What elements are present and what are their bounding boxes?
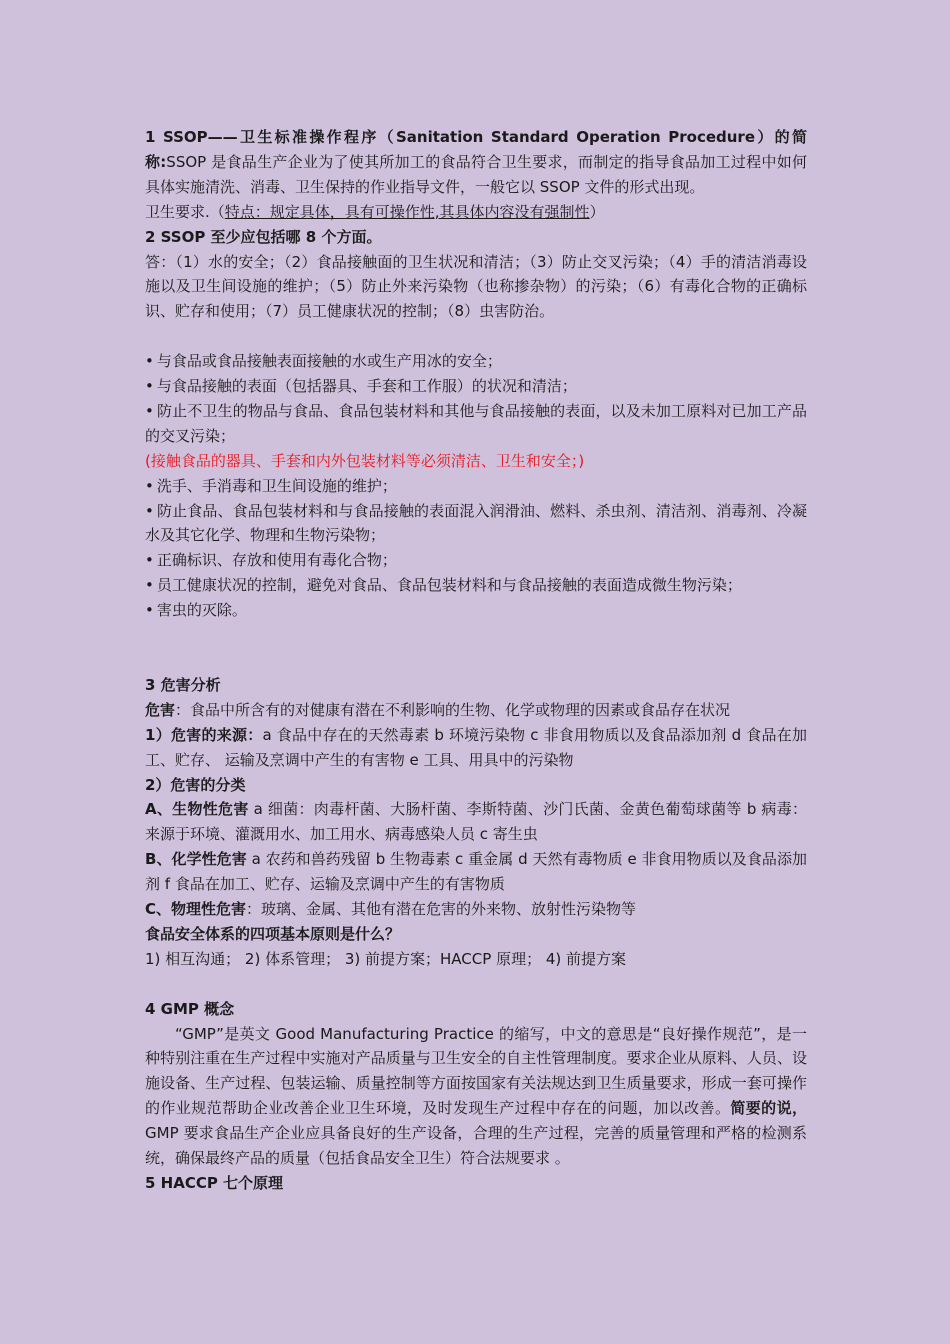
section2-heading: 2 SSOP 至少应包括哪 8 个方面。 <box>145 227 382 246</box>
spacer <box>145 324 807 349</box>
physical-hazard: C、物理性危害：玻璃、金属、其他有潜在危害的外来物、放射性污染物等 <box>145 900 637 919</box>
ssop-heading: 1 SSOP——卫生标准操作程序（Sanitation Standard Operation Procedure）的简称: <box>145 128 807 171</box>
hazard-sources: 1）危害的来源：a 食品中存在的天然毒素 b 环境污染物 c 非食用物质以及食品添加剂 d 食品在加工、贮存、 运输及烹调中产生的有害物 e 工具、用具中的污染物 <box>145 725 807 769</box>
principles-answer: 1) 相互沟通； 2) 体系管理； 3) 前提方案；HACCP 原理； 4) 前提方案 <box>145 949 626 968</box>
bullet-item: • 员工健康状况的控制，避免对食品、食品包装材料和与食品接触的表面造成微生物污染； <box>145 573 807 598</box>
ssop-feature-underlined: 特点：规定具体，具有可操作性,其具体内容没有强制性 <box>224 202 590 221</box>
bullet-item: • 正确标识、存放和使用有毒化合物； <box>145 548 807 573</box>
red-note: (接触食品的器具、手套和内外包装材料等必须清洁、卫生和安全；) <box>145 451 585 470</box>
chemical-hazard: B、化学性危害 a 农药和兽药残留 b 生物毒素 c 重金属 d 天然有毒物质 e 非食用物质以及食品添加剂 f 食品在加工、贮存、运输及烹调中产生的有害物质 <box>145 850 807 894</box>
principles-question: 食品安全体系的四项基本原则是什么？ <box>145 924 401 943</box>
ssop-feature-line: 卫生要求.（特点：规定具体，具有可操作性,其具体内容没有强制性） <box>145 202 605 221</box>
bullet-item: • 防止不卫生的物品与食品、食品包装材料和其他与食品接触的表面，以及未加工原料对已加工产品的交叉污染； <box>145 399 807 449</box>
ssop-definition <box>145 125 807 200</box>
spacer <box>145 623 807 648</box>
bullet-item: • 害虫的灭除。 <box>145 598 807 623</box>
spacer <box>145 972 807 997</box>
biological-hazard: A、生物性危害 a 细菌：肉毒杆菌、大肠杆菌、李斯特菌、沙门氏菌、金黄色葡萄球菌等 b 病毒：来源于环境、灌溉用水、加工用水、病毒感染人员 c 寄生虫 <box>145 800 807 844</box>
section4-heading: 4 GMP 概念 <box>145 999 235 1018</box>
bullet-item: • 防止食品、食品包装材料和与食品接触的表面混入润滑油、燃料、杀虫剂、清洁剂、消毒剂、冷凝水及其它化学、物理和生物污染物； <box>145 499 807 549</box>
bullet-item: • 与食品或食品接触表面接触的水或生产用冰的安全； <box>145 349 807 374</box>
spacer <box>145 648 807 673</box>
section3-heading: 3 危害分析 <box>145 675 221 694</box>
ssop-definition-text: SSOP 是食品生产企业为了使其所加工的食品符合卫生要求，而制定的指导食品加工过程中如何具体实施清洗、消毒、卫生保持的作业指导文件，一般它以 SSOP 文件的形式出现。 <box>145 152 808 196</box>
section5-heading: 5 HACCP 七个原理 <box>145 1174 284 1192</box>
hazard-class-heading: 2）危害的分类 <box>145 775 246 794</box>
hazard-definition: 危害：食品中所含有的对健康有潜在不利影响的生物、化学或物理的因素或食品存在状况 <box>145 700 731 719</box>
bullet-item: • 与食品接触的表面（包括器具、手套和工作服）的状况和清洁； <box>145 374 807 399</box>
gmp-paragraph: “GMP”是英文 Good Manufacturing Practice 的缩写，中文的意思是“良好操作规范”，是一种特别注重在生产过程中实施对产品质量与卫生安全的自主性管理制度。要求企业从原料、人员、设施设备、生产过程、包装运输、质量控制等方面按国家有关法规达到卫生质量要求，形成一套可操作的作业规范帮助企业改善企业卫生环境，及时发现生产过程中存在的问题，加以改善。简要的说，GMP 要求食品生产企业应具备良好的生产设备，合理的生产过程，完善的质量管理和严格的检测系统，确保最终产品的质量（包括食品安全卫生）符合法规要求 。 <box>145 1024 807 1168</box>
document-page <box>145 125 807 1196</box>
bullet-item: • 洗手、手消毒和卫生间设施的维护； <box>145 474 807 499</box>
section2-answer: 答：（1）水的安全；（2）食品接触面的卫生状况和清洁；（3）防止交叉污染；（4）手的清洁消毒设施以及卫生间设施的维护；（5）防止外来污染物（也称掺杂物）的污染；（6）有毒化合物的正确标识、贮存和使用；（7）员工健康状况的控制；（8）虫害防治。 <box>145 252 807 321</box>
